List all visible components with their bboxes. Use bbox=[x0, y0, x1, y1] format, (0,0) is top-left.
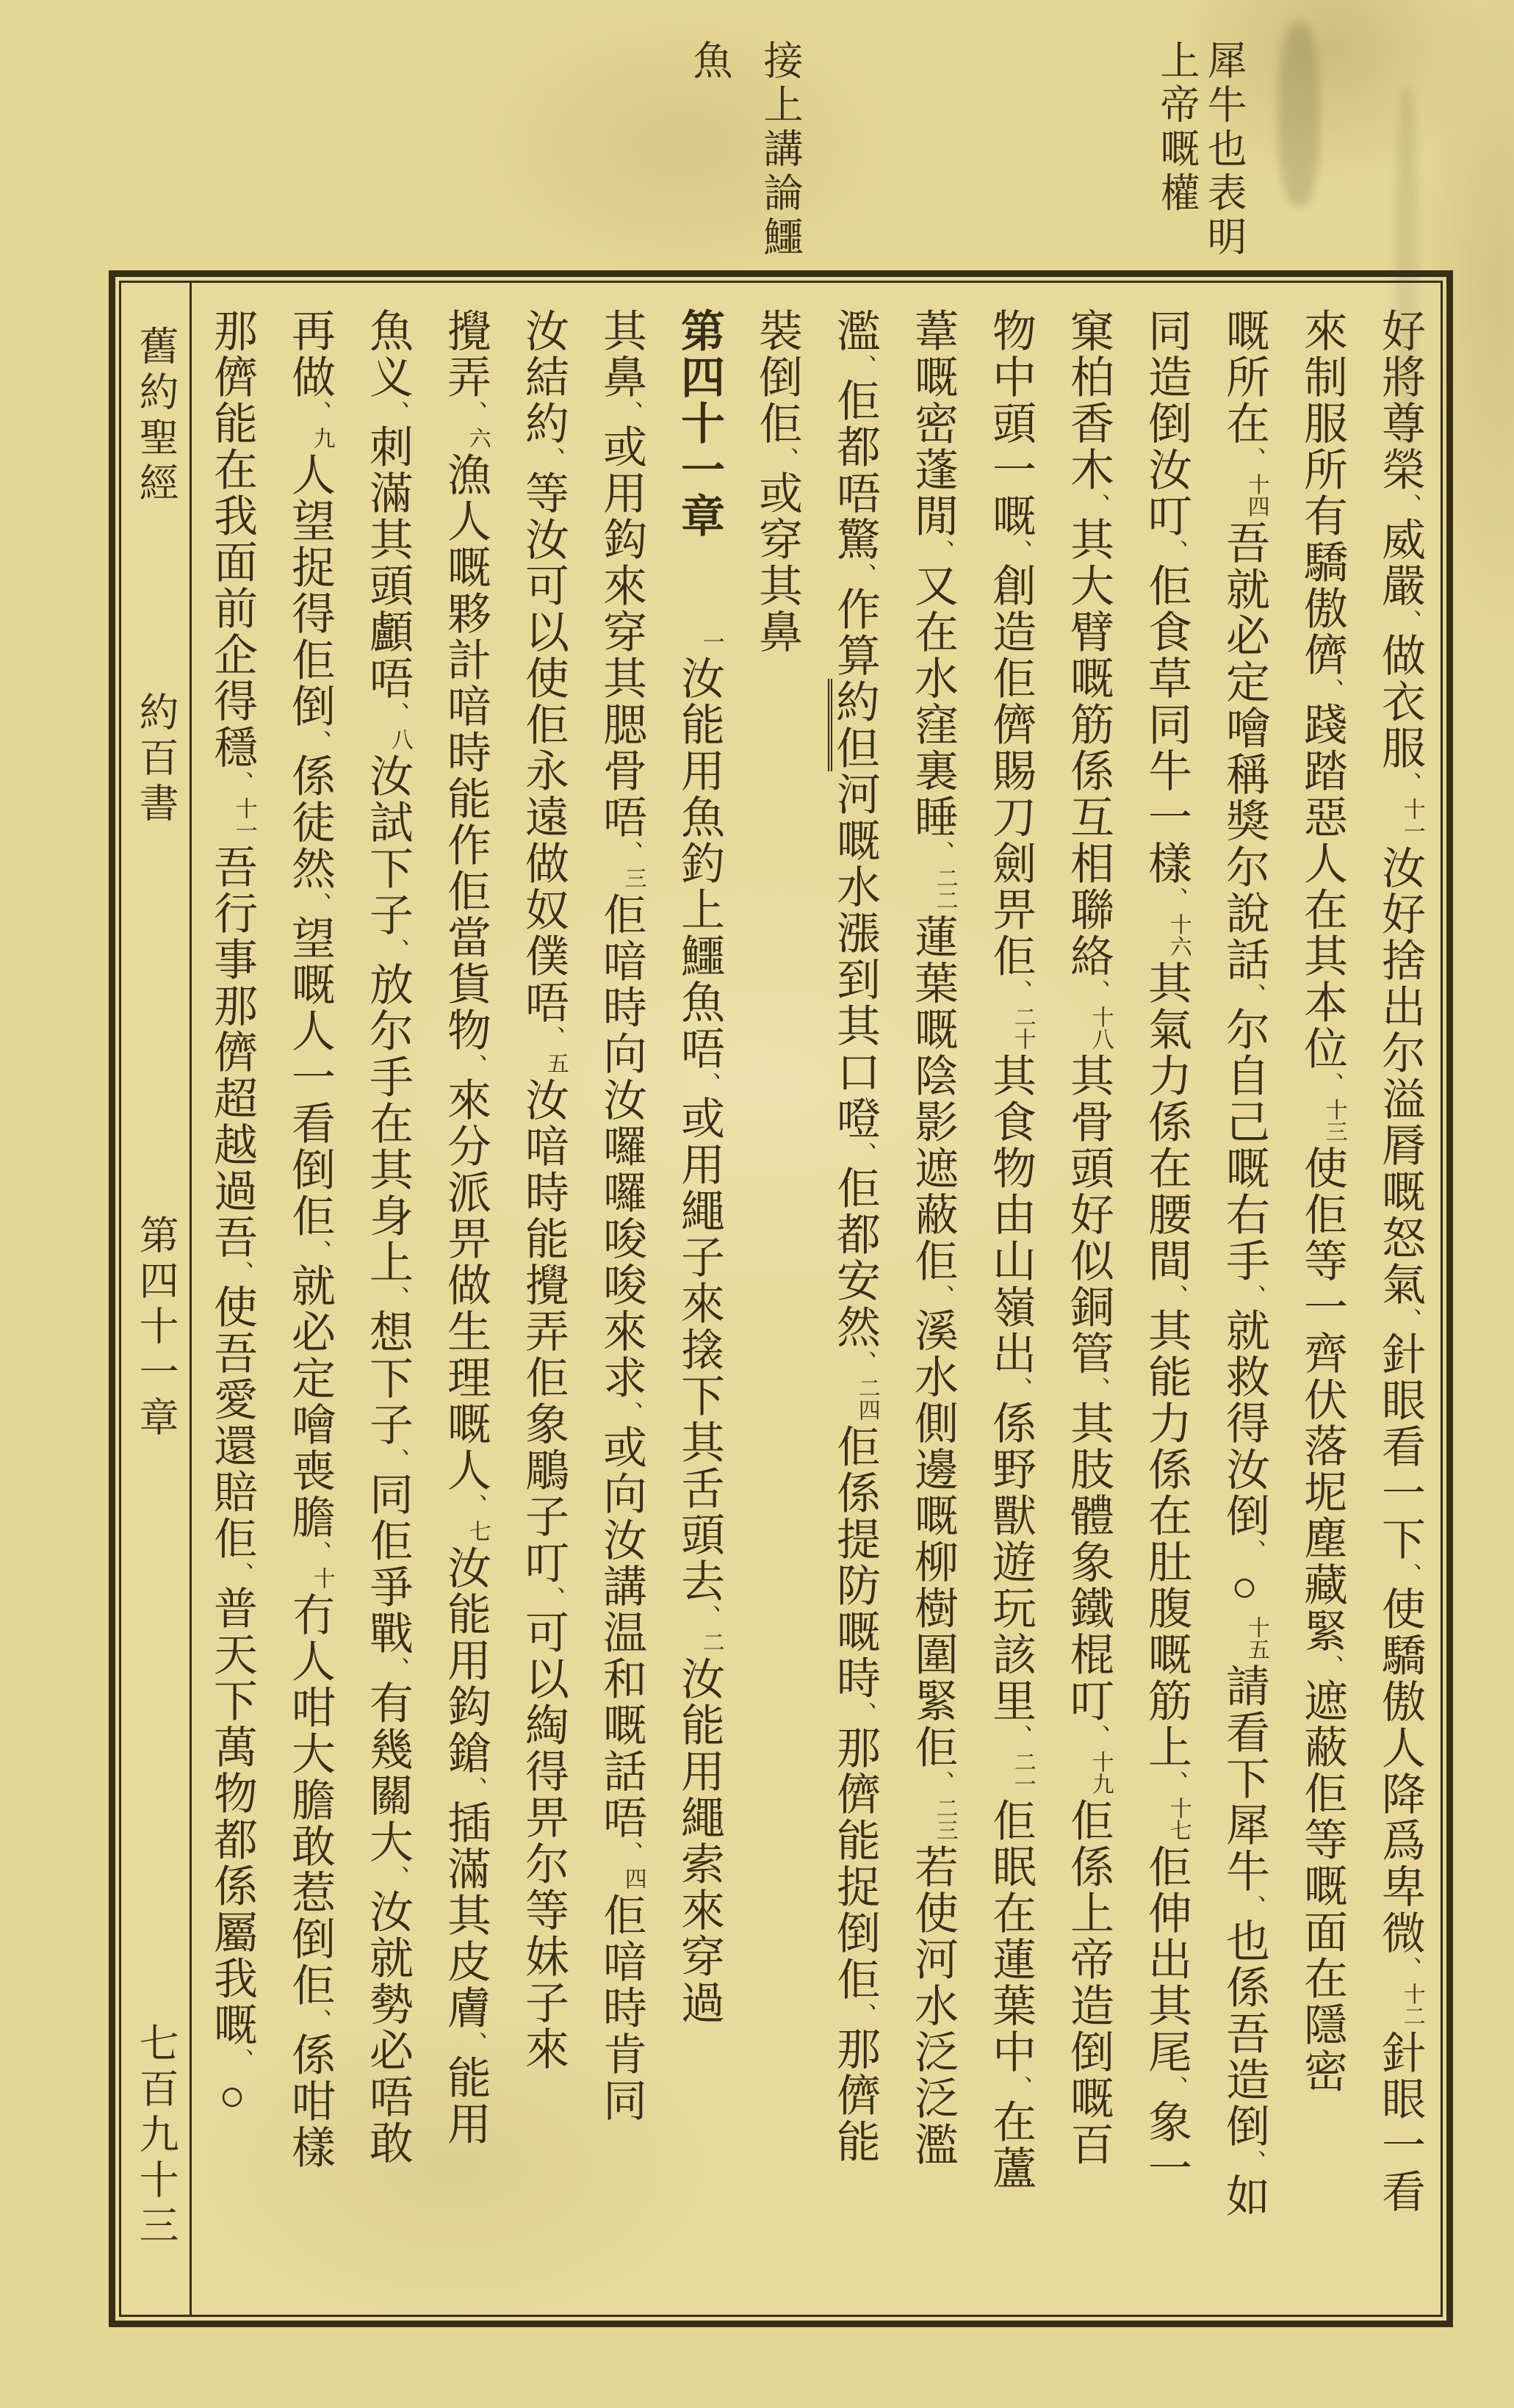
punctuation-mark: 、 bbox=[461, 400, 488, 424]
text-column bbox=[1283, 308, 1361, 2309]
punctuation-mark: 、 bbox=[1396, 771, 1422, 795]
text-segment: 同造倒汝叮、佢食草同牛一樣、 bbox=[1142, 308, 1191, 910]
punctuation-mark: 、 bbox=[617, 400, 644, 424]
punctuation-mark: 、 bbox=[851, 2003, 877, 2026]
verse-number: 二二 bbox=[932, 867, 957, 911]
verse-number: 二 bbox=[699, 1631, 724, 1653]
running-head-right bbox=[1153, 40, 1247, 260]
punctuation-mark: 、 bbox=[539, 447, 566, 470]
running-head-left-line2: 魚 bbox=[688, 40, 732, 84]
text-segment: 吾就必定噲稱獎尔說話、尔自己嘅右手、就救得汝倒、○ bbox=[1220, 520, 1269, 1613]
punctuation-mark: 、 bbox=[306, 892, 332, 915]
punctuation-mark: 、 bbox=[617, 840, 644, 864]
verse-number: 十 bbox=[309, 1567, 334, 1589]
punctuation-mark: 、 bbox=[1318, 678, 1344, 702]
punctuation-mark: 、 bbox=[1396, 1562, 1422, 1586]
text-segment: 汝能用繩索來穿過 bbox=[675, 1656, 724, 2026]
punctuation-mark: 、 bbox=[851, 354, 877, 378]
punctuation-mark: 、 bbox=[1240, 983, 1266, 1006]
running-head-right-line1: 犀牛也表明 bbox=[1202, 40, 1246, 260]
verse-number: 三 bbox=[621, 867, 646, 889]
punctuation-mark: 、 bbox=[1396, 1956, 1422, 1980]
text-segment: 佢眠在蓮葉中、在蘆 bbox=[987, 1798, 1035, 2191]
text-segment: 汝試下子、放尔手在其身上、想下子、同佢爭戰、有幾關大、汝就勢必唔敢 bbox=[364, 753, 412, 2166]
text-segment: 佢伸出其尾、象一 bbox=[1142, 1844, 1191, 2191]
bible-title: 舊約聖經 bbox=[134, 325, 179, 508]
punctuation-mark: 、 bbox=[1006, 539, 1033, 563]
text-segment: 葦嘅密蓬閒、又在水窪裏睡、 bbox=[909, 308, 957, 864]
text-column bbox=[583, 308, 660, 2309]
punctuation-mark: 、 bbox=[1084, 979, 1111, 1003]
punctuation-mark: 、 bbox=[1006, 2075, 1033, 2099]
punctuation-mark: 、 bbox=[1084, 1377, 1111, 1400]
text-column bbox=[1128, 308, 1205, 2309]
punctuation-mark: 、 bbox=[306, 400, 332, 424]
punctuation-mark: 、 bbox=[617, 1401, 644, 1424]
punctuation-mark: 、 bbox=[461, 1053, 488, 1077]
punctuation-mark: 、 bbox=[306, 1239, 332, 1263]
punctuation-mark: 、 bbox=[1084, 1724, 1111, 1748]
punctuation-mark: 、 bbox=[1396, 1308, 1422, 1331]
verse-number: 二三 bbox=[932, 1797, 957, 1841]
verse-number: 十九 bbox=[1088, 1751, 1113, 1795]
punctuation-mark: 、 bbox=[461, 2031, 488, 2055]
verse-number: 八 bbox=[387, 728, 412, 750]
punctuation-mark: 、 bbox=[1006, 1724, 1033, 1748]
punctuation-mark: 、 bbox=[383, 1865, 410, 1889]
punctuation-mark: 、 bbox=[228, 1562, 254, 1585]
running-head-right-line2: 上帝嘅權 bbox=[1155, 40, 1199, 216]
punctuation-mark: 、 bbox=[1084, 493, 1111, 516]
text-segment: 汝能用鈎鎗、插滿其皮膚、能用 bbox=[441, 1545, 490, 2147]
text-segment: 汝好捨出尔溢脣嘅怒氣、針眼看一下、使驕傲人降爲卑微、 bbox=[1376, 845, 1424, 1980]
verse-number: 五 bbox=[543, 1052, 568, 1074]
text-segment: 那儕能在我面前企得穩、 bbox=[208, 308, 256, 794]
text-segment: 魚义、刺滿其頭顱唔、 bbox=[364, 308, 412, 725]
text-segment: 針眼一看 bbox=[1376, 2030, 1424, 2215]
punctuation-mark: 、 bbox=[228, 771, 254, 794]
page-frame-inner-rule bbox=[119, 281, 1443, 2317]
punctuation-mark: 、 bbox=[383, 1286, 410, 1309]
verse-number: 十二 bbox=[1399, 1983, 1424, 2027]
proper-noun: 約但 bbox=[828, 679, 876, 771]
punctuation-mark: 、 bbox=[306, 1540, 332, 1564]
text-column bbox=[349, 308, 427, 2309]
page-number: 七百九十三 bbox=[134, 2022, 179, 2250]
text-segment: 佢係提防嘅時、那儕能捉倒佢、那儕能 bbox=[831, 1424, 879, 2165]
text-segment: 其氣力係在腰間、其能力係在肚腹嘅筋上、 bbox=[1142, 960, 1191, 1794]
text-segment: 使佢等一齊伏落坭塵藏緊、遮蔽佢等嘅面在隱密 bbox=[1298, 1145, 1347, 2094]
punctuation-mark: 、 bbox=[695, 1072, 721, 1095]
text-segment: 佢係上帝造倒嘅百 bbox=[1064, 1798, 1113, 2168]
punctuation-mark: 、 bbox=[1318, 1072, 1344, 1095]
scripture-text-area bbox=[192, 283, 1441, 2315]
punctuation-mark: 、 bbox=[929, 1284, 955, 1308]
text-segment: 窠柏香木、其大臂嘅筋係互相聯絡、 bbox=[1064, 308, 1113, 1003]
text-segment: 佢喑時向汝囉囉唆唆來求、或向汝講温和嘅話唔、 bbox=[597, 892, 646, 1864]
verse-number: 七 bbox=[465, 1520, 490, 1542]
punctuation-mark: 、 bbox=[929, 1770, 955, 1794]
punctuation-mark: 、 bbox=[617, 1841, 644, 1864]
running-head-left bbox=[674, 40, 815, 260]
punctuation-mark: 、 bbox=[306, 729, 332, 753]
punctuation-mark: 、 bbox=[1162, 2075, 1189, 2099]
punctuation-mark: 、 bbox=[1396, 609, 1422, 632]
punctuation-mark: 、 bbox=[228, 2048, 254, 2072]
text-segment: 嘅所在、 bbox=[1220, 308, 1269, 470]
text-segment: 河嘅水漲到其口噔、佢都安然、 bbox=[831, 771, 879, 1374]
text-column bbox=[1050, 308, 1128, 2309]
verse-number: 十五 bbox=[1244, 1616, 1269, 1660]
book-name: 約百書 bbox=[134, 691, 179, 828]
punctuation-mark: 、 bbox=[773, 447, 799, 470]
margin-title-column bbox=[122, 283, 192, 2315]
text-segment: 請看下犀牛、也係吾造倒、如 bbox=[1220, 1663, 1269, 2219]
text-segment: 其食物由山嶺出、係野獸遊玩該里、 bbox=[987, 1053, 1035, 1748]
text-column bbox=[427, 308, 505, 2309]
punctuation-mark: 、 bbox=[1162, 887, 1189, 910]
text-segment: 漁人嘅夥計喑時能作佢當貨物、來分派畀做生理嘅人、 bbox=[441, 452, 490, 1517]
verse-number: 十一 bbox=[1399, 798, 1424, 842]
text-column bbox=[972, 308, 1050, 2309]
text-segment: 汝能用魚釣上鱷魚唔、或用繩子來搇下其舌頭去、 bbox=[675, 655, 724, 1628]
ink-bleed-smudge bbox=[1278, 22, 1319, 206]
verse-number: 十三 bbox=[1322, 1098, 1347, 1142]
punctuation-mark: 、 bbox=[1006, 979, 1033, 1003]
text-column bbox=[816, 308, 894, 2309]
text-segment: 來制服所有驕傲儕、踐踏惡人在其本位、 bbox=[1298, 308, 1347, 1095]
punctuation-mark: 、 bbox=[383, 400, 410, 424]
running-head-left-line1: 接上講論鱷 bbox=[758, 40, 802, 260]
text-segment: 再做、 bbox=[286, 308, 334, 424]
punctuation-mark: 、 bbox=[1162, 1770, 1189, 1794]
punctuation-mark: 、 bbox=[1240, 1284, 1266, 1308]
text-segment: 吾行事那儕超越過吾、使吾愛還賠佢、普天下萬物都係屬我嘅、○ bbox=[208, 844, 256, 2122]
punctuation-mark: 、 bbox=[851, 563, 877, 586]
chapter-heading: 第四十一章 bbox=[675, 308, 724, 539]
punctuation-mark: 、 bbox=[539, 1586, 566, 1609]
punctuation-mark: 、 bbox=[383, 1448, 410, 1471]
text-column bbox=[193, 308, 271, 2309]
punctuation-mark: 、 bbox=[1240, 447, 1266, 470]
text-segment: 冇人咁大膽敢惹倒佢、係咁樣 bbox=[286, 1592, 334, 2171]
punctuation-mark: 、 bbox=[461, 1493, 488, 1517]
punctuation-mark: 、 bbox=[929, 840, 955, 864]
text-column bbox=[738, 308, 816, 2309]
text-column bbox=[271, 308, 349, 2309]
verse-number: 十七 bbox=[1166, 1797, 1191, 1841]
punctuation-mark: 、 bbox=[1240, 1539, 1266, 1562]
text-column bbox=[660, 308, 738, 2309]
verse-number: 十八 bbox=[1088, 1006, 1113, 1050]
punctuation-mark: 、 bbox=[383, 1657, 410, 1680]
text-segment: 汝喑時能攪弄佢象鵰子叮、可以綯得畀尔等妹子來 bbox=[519, 1077, 568, 2072]
text-segment: 其鼻、或用鈎來穿其腮骨唔、 bbox=[597, 308, 646, 864]
text-segment: 其骨頭好似銅管、其肢體象鐵棍叮、 bbox=[1064, 1053, 1113, 1748]
punctuation-mark: 、 bbox=[383, 938, 410, 962]
punctuation-mark: 、 bbox=[461, 1776, 488, 1800]
verse-number: 九 bbox=[309, 427, 334, 449]
heading-spacer bbox=[699, 539, 700, 627]
punctuation-mark: 、 bbox=[1006, 1377, 1033, 1400]
text-segment: 佢喑時肯同 bbox=[597, 1892, 646, 2124]
punctuation-mark: 、 bbox=[1240, 1895, 1266, 1918]
chapter-label: 第四十一章 bbox=[134, 1214, 179, 1442]
text-segment: 汝結約、等汝可以使佢永遠做奴僕唔、 bbox=[519, 308, 568, 1049]
verse-number: 二一 bbox=[1010, 1751, 1035, 1795]
punctuation-mark: 、 bbox=[1396, 493, 1422, 516]
text-segment: 若使河水泛泛濫 bbox=[909, 1844, 957, 2168]
punctuation-mark: 、 bbox=[306, 2008, 332, 2032]
verse-number: 十四 bbox=[1244, 473, 1269, 517]
punctuation-mark: 、 bbox=[1318, 1654, 1344, 1678]
text-segment: 攪弄、 bbox=[441, 308, 490, 424]
verse-number: 二十 bbox=[1010, 1006, 1035, 1050]
punctuation-mark: 、 bbox=[851, 1142, 877, 1165]
verse-number: 十六 bbox=[1166, 913, 1191, 957]
text-segment: 裝倒佢、或穿其鼻 bbox=[753, 308, 801, 655]
text-column bbox=[1361, 308, 1439, 2309]
punctuation-mark: 、 bbox=[695, 1604, 721, 1628]
text-segment: 蓮葉嘅陰影遮蔽佢、溪水側邊嘅柳樹圍緊佢、 bbox=[909, 914, 957, 1794]
text-column bbox=[505, 308, 583, 2309]
punctuation-mark: 、 bbox=[1240, 2149, 1266, 2173]
text-segment: 濫、佢都唔驚、作算 bbox=[831, 308, 879, 679]
verse-number: 十一 bbox=[231, 797, 256, 841]
text-column bbox=[1205, 308, 1283, 2309]
verse-number: 一 bbox=[699, 630, 724, 652]
verse-number: 四 bbox=[621, 1867, 646, 1889]
punctuation-mark: 、 bbox=[1162, 1284, 1189, 1308]
text-segment: 好將尊榮、威嚴、做衣服、 bbox=[1376, 308, 1424, 795]
punctuation-mark: 、 bbox=[1162, 539, 1189, 563]
verse-number: 六 bbox=[465, 427, 490, 449]
punctuation-mark: 、 bbox=[929, 539, 955, 563]
punctuation-mark: 、 bbox=[539, 1025, 566, 1049]
punctuation-mark: 、 bbox=[228, 1261, 254, 1284]
punctuation-mark: 、 bbox=[851, 1350, 877, 1374]
text-column bbox=[894, 308, 972, 2309]
text-segment: 物中頭一嘅、創造佢儕賜刀劍畀佢、 bbox=[987, 308, 1035, 1003]
verse-number: 二四 bbox=[854, 1377, 879, 1421]
page-frame bbox=[109, 270, 1453, 2327]
punctuation-mark: 、 bbox=[383, 702, 410, 725]
text-segment: 人望捉得佢倒、係徒然、望嘅人一看倒佢、就必定噲喪膽、 bbox=[286, 452, 334, 1564]
punctuation-mark: 、 bbox=[851, 1701, 877, 1725]
